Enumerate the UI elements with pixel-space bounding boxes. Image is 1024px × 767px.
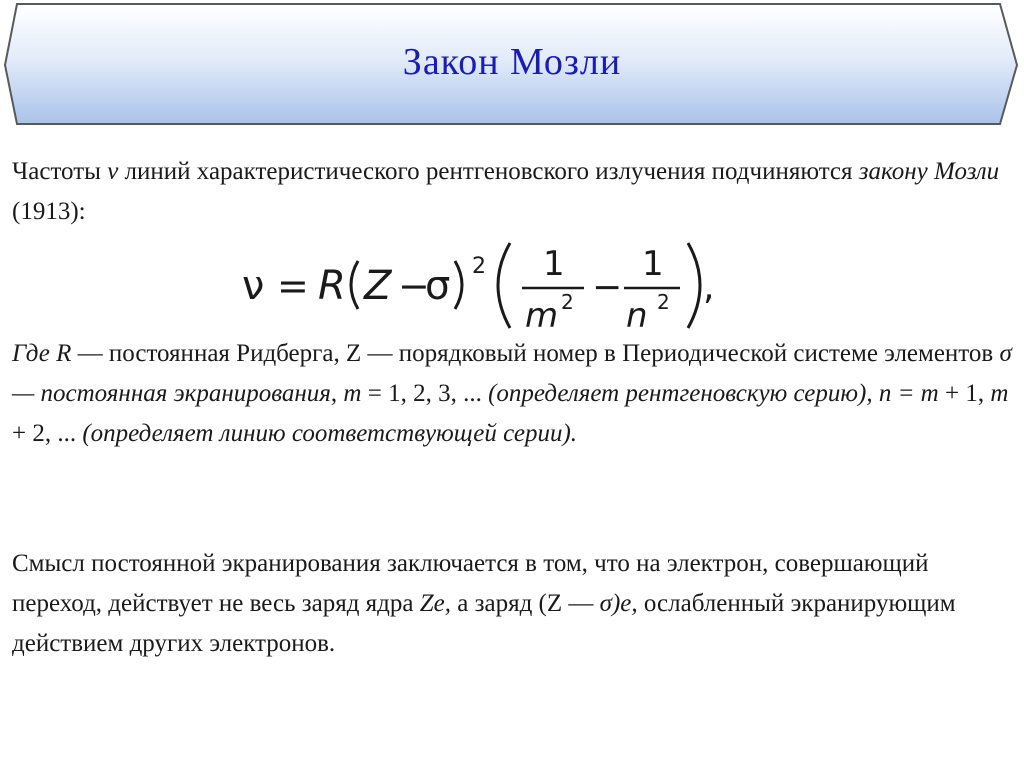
meaning-text-4: σ)е, <box>599 590 638 617</box>
definitions-text-9: m <box>990 380 1009 407</box>
formula-nu: ν <box>242 263 265 309</box>
definitions-text-4: , <box>330 380 344 407</box>
moseley-formula <box>240 233 720 343</box>
formula-numerator-1: 1 <box>543 244 565 284</box>
intro-paragraph <box>12 152 1012 232</box>
intro-text-3: (1913): <box>12 198 86 225</box>
formula-comma: , <box>703 267 715 308</box>
definitions-text-3: σ — постоянная экранирования <box>12 340 1012 407</box>
formula-big-right-paren <box>688 243 700 328</box>
formula-right-paren <box>455 261 462 309</box>
formula-exponent: 2 <box>472 254 486 279</box>
intro-text-2: линий характеристического рентгеновского излучения подчиняются <box>118 158 859 185</box>
formula-m: m <box>525 296 559 336</box>
formula-z: Z <box>364 263 392 309</box>
formula-n-exponent: 2 <box>657 290 670 314</box>
formula-big-left-paren <box>498 243 510 328</box>
intro-text-1: Частоты <box>12 158 108 185</box>
meaning-text-5: ослабленный экранирующим действием других электронов. <box>12 590 956 657</box>
definitions-text-6: = 1, 2, 3, ... <box>361 380 489 407</box>
meaning-text-1: Смысл постоянной экранирования заключается в том, что на электрон, совершающий переход, действует не весь заряд ядра <box>12 550 929 617</box>
meaning-text-3: а заряд (Z — <box>451 590 600 617</box>
definitions-paragraph <box>12 334 1012 454</box>
formula-rydberg: R <box>318 263 346 309</box>
definitions-text-5: m <box>343 380 362 407</box>
slide-title: Закон Мозли <box>402 41 622 83</box>
definitions-text-11: (определяет линию соответствующей серии). <box>82 420 578 447</box>
formula-sigma: σ <box>425 263 451 309</box>
formula-left-paren <box>351 261 358 309</box>
definitions-text-1: Где R <box>12 340 72 367</box>
definitions-text-10: + 2, ... <box>12 420 83 447</box>
formula-numerator-2: 1 <box>642 244 664 284</box>
formula-n: n <box>626 296 648 336</box>
definitions-text-8: + 1, <box>938 380 991 407</box>
formula-m-exponent: 2 <box>561 290 574 314</box>
formula-equals: = <box>277 264 309 308</box>
definitions-text-2: — постоянная Ридберга, Z — порядковый номер в Периодической системе элементов <box>71 340 1000 367</box>
intro-law-name: закону Мозли <box>858 158 1000 185</box>
formula-minus: − <box>398 264 430 308</box>
formula-minus-2: − <box>592 267 623 308</box>
meaning-text-2: Ze, <box>419 590 452 617</box>
meaning-paragraph <box>12 544 1012 664</box>
definitions-text-7: (определяет рентгеновскую серию), n = m <box>488 380 939 407</box>
intro-nu: ν <box>107 158 119 185</box>
